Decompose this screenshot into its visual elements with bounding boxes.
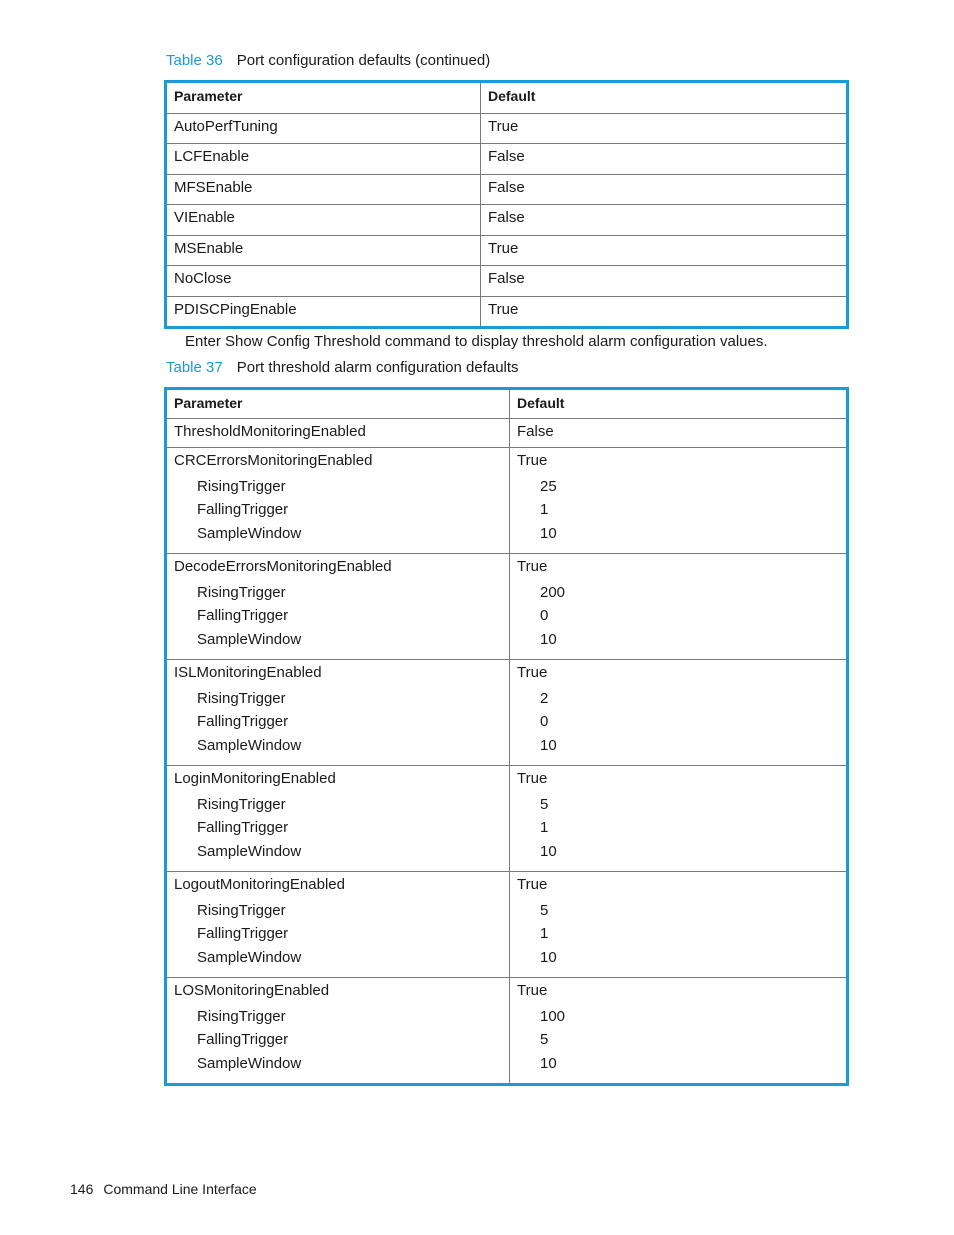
table-36-number: Table 36 bbox=[166, 52, 223, 69]
parameter-cell: MSEnable bbox=[166, 235, 481, 266]
sub-parameter-value: 10 bbox=[540, 948, 557, 966]
sub-parameter-value: 10 bbox=[540, 1054, 557, 1072]
parameter-cell: NoClose bbox=[166, 266, 481, 297]
table-header-row bbox=[166, 389, 848, 419]
sub-parameter-label: RisingTrigger bbox=[197, 584, 286, 601]
sub-parameter-value: 1 bbox=[540, 925, 549, 943]
default-cell bbox=[510, 448, 848, 554]
table-row bbox=[166, 113, 848, 144]
sub-parameter-value: 10 bbox=[540, 630, 557, 648]
sub-parameter-label: FallingTrigger bbox=[197, 925, 289, 943]
sub-parameter-label: FallingTrigger bbox=[197, 819, 289, 837]
parameter-cell bbox=[166, 448, 510, 554]
threshold-groups bbox=[166, 448, 848, 1085]
group-name: CRCErrorsMonitoringEnabled bbox=[174, 452, 373, 469]
sub-parameter-label: SampleWindow bbox=[197, 630, 302, 648]
column-header-parameter: Parameter bbox=[166, 389, 510, 419]
group-default: True bbox=[517, 452, 548, 469]
sub-parameter-label: FallingTrigger bbox=[197, 1031, 289, 1049]
sub-parameter-value: 1 bbox=[540, 501, 549, 519]
table-header-row bbox=[166, 82, 848, 114]
footer-section-title: Command Line Interface bbox=[103, 1181, 257, 1197]
default-cell: True bbox=[481, 235, 848, 266]
parameter-cell: PDISCPingEnable bbox=[166, 296, 481, 328]
default-cell bbox=[510, 766, 848, 872]
table-row bbox=[166, 174, 848, 205]
table-37-title: Port threshold alarm configuration defaults bbox=[236, 359, 519, 376]
default-cell: True bbox=[481, 296, 848, 328]
table-row-group bbox=[166, 872, 848, 978]
parameter-cell: ThresholdMonitoringEnabled bbox=[166, 419, 510, 448]
default-cell bbox=[510, 872, 848, 978]
port-configuration-defaults-table bbox=[164, 80, 849, 329]
sub-parameter-label: RisingTrigger bbox=[197, 478, 286, 495]
default-cell bbox=[510, 660, 848, 766]
sub-parameter-label: RisingTrigger bbox=[197, 1008, 286, 1025]
sub-parameter-label: FallingTrigger bbox=[197, 713, 289, 731]
sub-parameter-label: FallingTrigger bbox=[197, 607, 289, 625]
sub-parameter-value: 5 bbox=[540, 902, 549, 919]
default-cell bbox=[510, 978, 848, 1085]
sub-parameter-value: 1 bbox=[540, 819, 549, 837]
parameter-cell: AutoPerfTuning bbox=[166, 113, 481, 144]
group-default: True bbox=[517, 664, 548, 681]
default-cell: False bbox=[510, 419, 848, 448]
parameter-cell bbox=[166, 554, 510, 660]
sub-parameter-value: 5 bbox=[540, 1031, 549, 1049]
default-cell: False bbox=[481, 144, 848, 175]
table-row bbox=[166, 205, 848, 236]
table-row bbox=[166, 419, 848, 448]
page-footer bbox=[70, 1180, 257, 1198]
parameter-cell bbox=[166, 978, 510, 1085]
table-row bbox=[166, 296, 848, 328]
group-name: ISLMonitoringEnabled bbox=[174, 664, 322, 681]
sub-parameter-label: SampleWindow bbox=[197, 842, 302, 860]
table-37-number: Table 37 bbox=[166, 359, 223, 376]
group-name: LoginMonitoringEnabled bbox=[174, 770, 336, 787]
table-row-group bbox=[166, 448, 848, 554]
sub-parameter-label: SampleWindow bbox=[197, 1054, 302, 1072]
table-row bbox=[166, 235, 848, 266]
table-row-group bbox=[166, 660, 848, 766]
sub-parameter-value: 100 bbox=[540, 1008, 566, 1025]
parameter-cell: MFSEnable bbox=[166, 174, 481, 205]
table-37-caption bbox=[166, 359, 519, 377]
group-default: True bbox=[517, 982, 548, 999]
sub-parameter-value: 10 bbox=[540, 842, 557, 860]
page-number: 146 bbox=[70, 1181, 94, 1197]
parameter-cell bbox=[166, 660, 510, 766]
default-cell: True bbox=[481, 113, 848, 144]
default-cell: False bbox=[481, 174, 848, 205]
sub-parameter-value: 10 bbox=[540, 524, 557, 542]
sub-parameter-label: RisingTrigger bbox=[197, 796, 286, 813]
group-name: LogoutMonitoringEnabled bbox=[174, 876, 345, 893]
table-36-title: Port configuration defaults (continued) bbox=[236, 52, 491, 69]
sub-parameter-value: 5 bbox=[540, 796, 549, 813]
default-cell bbox=[510, 554, 848, 660]
group-default: True bbox=[517, 876, 548, 893]
sub-parameter-value: 0 bbox=[540, 607, 549, 625]
intro-paragraph: Enter Show Config Threshold command to display threshold alarm configuration values. bbox=[185, 333, 768, 350]
sub-parameter-value: 200 bbox=[540, 584, 566, 601]
sub-parameter-label: SampleWindow bbox=[197, 948, 302, 966]
default-cell: False bbox=[481, 205, 848, 236]
sub-parameter-label: FallingTrigger bbox=[197, 501, 289, 519]
column-header-default: Default bbox=[510, 389, 848, 419]
sub-parameter-label: SampleWindow bbox=[197, 736, 302, 754]
table-row-group bbox=[166, 554, 848, 660]
table-row-group bbox=[166, 766, 848, 872]
parameter-cell: VIEnable bbox=[166, 205, 481, 236]
sub-parameter-value: 0 bbox=[540, 713, 549, 731]
sub-parameter-label: RisingTrigger bbox=[197, 690, 286, 707]
default-cell: False bbox=[481, 266, 848, 297]
sub-parameter-value: 25 bbox=[540, 478, 557, 495]
sub-parameter-label: RisingTrigger bbox=[197, 902, 286, 919]
group-default: True bbox=[517, 558, 548, 575]
group-name: DecodeErrorsMonitoringEnabled bbox=[174, 558, 392, 575]
sub-parameter-label: SampleWindow bbox=[197, 524, 302, 542]
column-header-default: Default bbox=[481, 82, 848, 114]
column-header-parameter: Parameter bbox=[166, 82, 481, 114]
table-row-group bbox=[166, 978, 848, 1085]
group-default: True bbox=[517, 770, 548, 787]
parameter-cell bbox=[166, 766, 510, 872]
parameter-cell bbox=[166, 872, 510, 978]
group-name: LOSMonitoringEnabled bbox=[174, 982, 330, 999]
table-row bbox=[166, 266, 848, 297]
port-threshold-alarm-defaults-table bbox=[164, 387, 849, 1086]
sub-parameter-value: 10 bbox=[540, 736, 557, 754]
parameter-cell: LCFEnable bbox=[166, 144, 481, 175]
table-row bbox=[166, 144, 848, 175]
table-36-caption bbox=[166, 52, 490, 70]
sub-parameter-value: 2 bbox=[540, 690, 549, 707]
